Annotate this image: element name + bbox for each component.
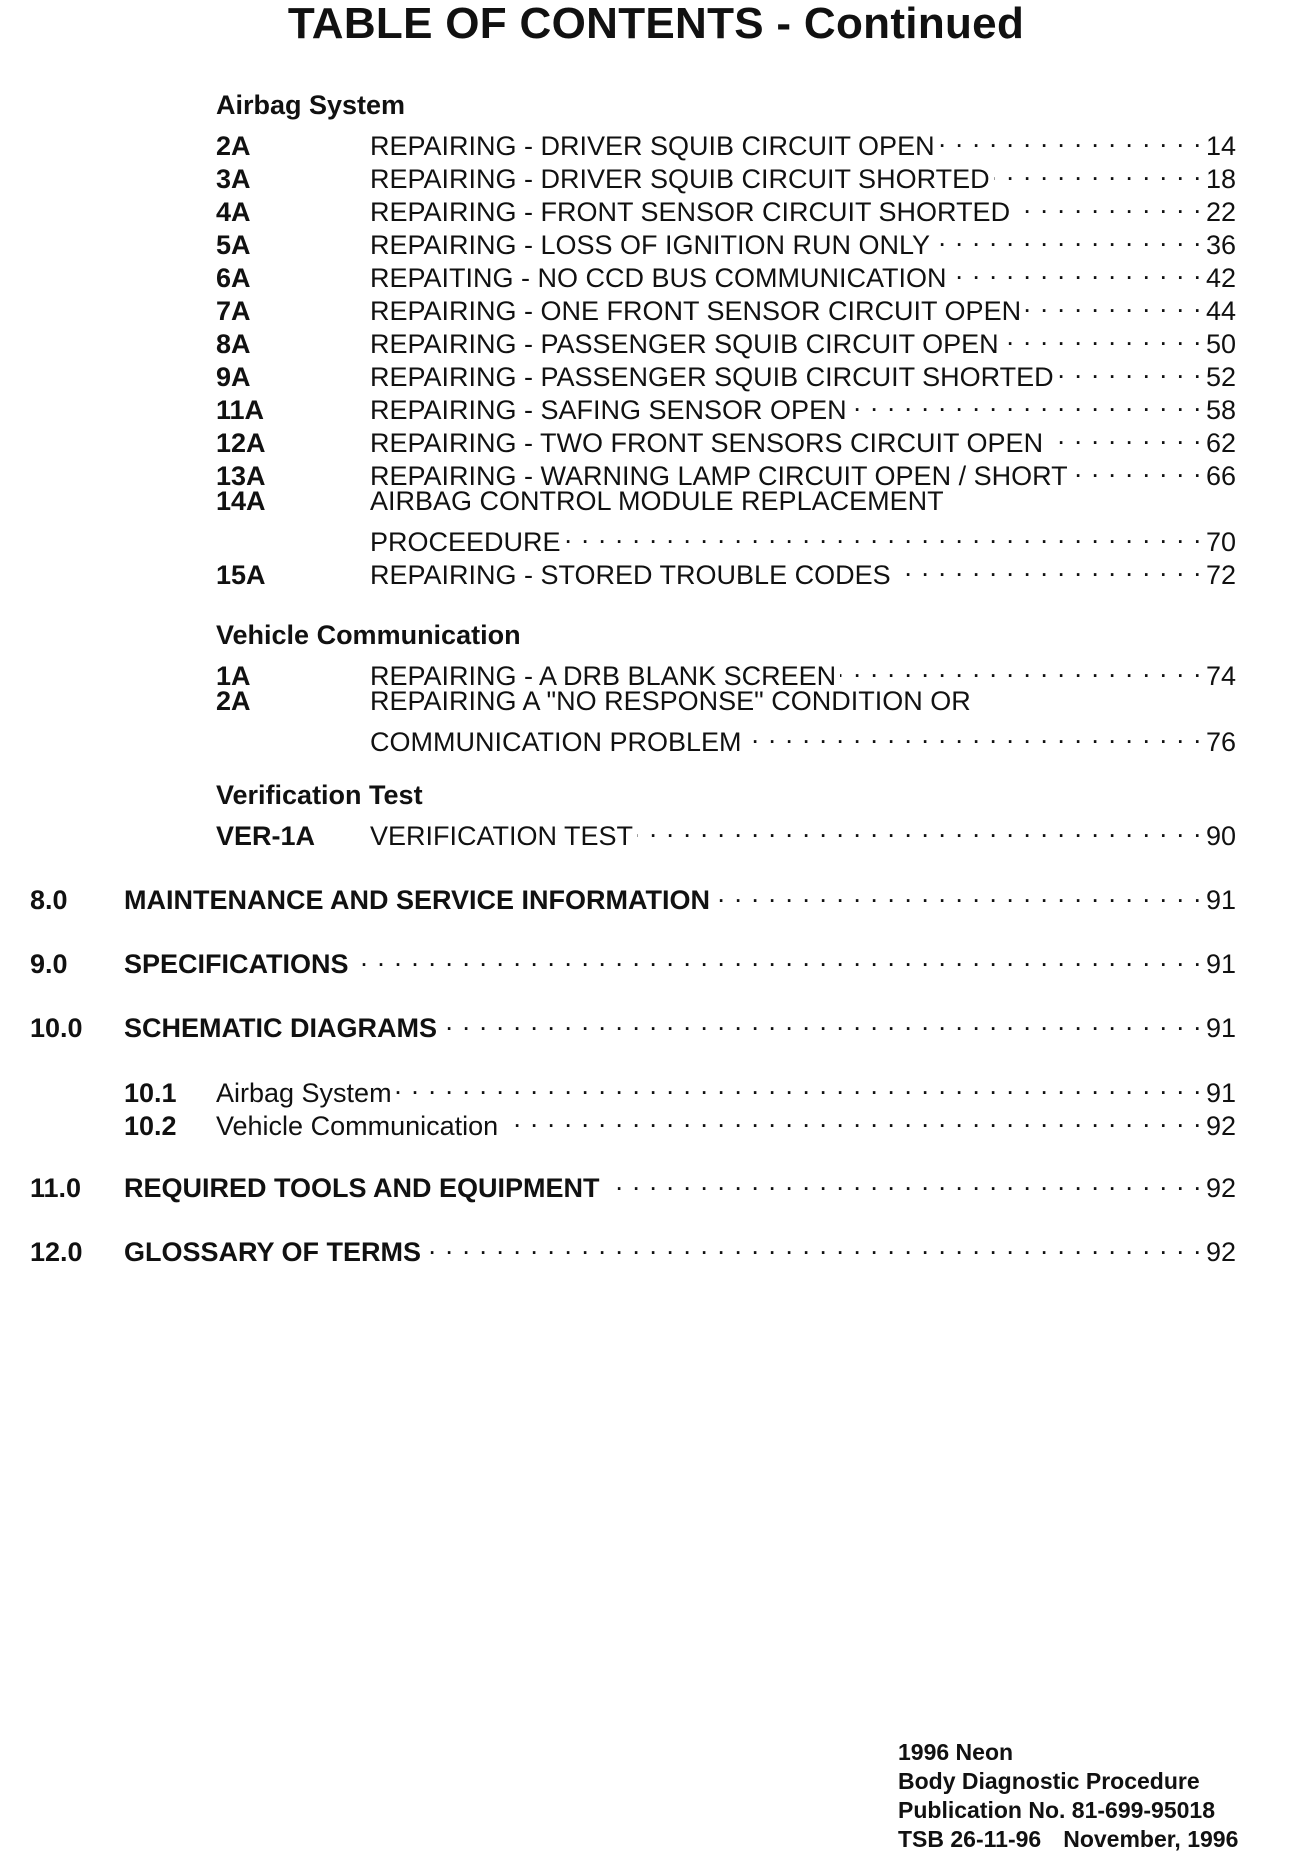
dot-leader [565,518,1202,551]
dot-leader [1058,353,1202,386]
entry-code: 8A [216,329,251,359]
section-number: 12.0 [30,1237,83,1267]
dot-leader [441,1004,1202,1037]
airbag-system-section [216,89,1236,590]
dot-leader [840,652,1202,685]
page-number: 74 [1205,661,1236,691]
entry-title: PROCEEDURE [370,527,561,557]
section-title: GLOSSARY OF TERMS [124,1237,422,1267]
page-number: 70 [1205,527,1236,557]
entry-code: 13A [216,461,266,491]
section-title: SCHEMATIC DIAGRAMS [124,1013,437,1043]
entry-title: REPAIRING - DRIVER SQUIB CIRCUIT SHORTED [370,164,990,194]
entry-title: REPAIRING - A DRB BLANK SCREEN [370,661,837,691]
entry-code: 5A [216,230,251,260]
entry-title: REPAIRING - PASSENGER SQUIB CIRCUIT SHORTED [370,362,1054,392]
page-title: TABLE OF CONTENTS - Continued [287,0,1025,48]
subsection-title: Airbag System [216,1078,392,1108]
toc-entry[interactable] [216,551,1236,590]
page-number: 42 [1205,263,1236,293]
dot-leader [502,1102,1202,1135]
toc-subsection[interactable] [124,1102,1236,1141]
entry-title: VERIFICATION TEST [370,821,634,851]
footer-model: 1996 Neon [898,1739,1014,1765]
entry-title: REPAIRING - TWO FRONT SENSORS CIRCUIT OPEN [370,428,1044,458]
entry-title: REPAIRING - LOSS OF IGNITION RUN ONLY [370,230,931,260]
entry-code: 3A [216,164,251,194]
entry-code: 15A [216,560,266,590]
entry-title: REPAIRING - STORED TROUBLE CODES [370,560,891,590]
page-number: 92 [1205,1111,1236,1141]
entry-title: COMMUNICATION PROBLEM [370,727,742,757]
footer-tsb-line [898,1825,1238,1854]
page-number: 90 [1205,821,1236,851]
dot-leader [994,155,1202,188]
toc-section[interactable] [30,1164,1236,1203]
page-number: 36 [1205,230,1236,260]
entry-title: REPAIRING - ONE FRONT SENSOR CIRCUIT OPEN [370,296,1022,326]
entry-code: 7A [216,296,251,326]
section-number: 10.0 [30,1013,83,1043]
page-number: 58 [1205,395,1236,425]
entry-title: REPAIRING - FRONT SENSOR CIRCUIT SHORTED [370,197,1011,227]
entry-code: 14A [216,486,266,516]
entry-title: REPAIRING - SAFING SENSOR OPEN [370,395,847,425]
page-number: 62 [1205,428,1236,458]
entry-title: REPAIRING - WARNING LAMP CIRCUIT OPEN / SHORT [370,461,1068,491]
vehicle-communication-section [216,619,1236,757]
subsection-title: Vehicle Communication [216,1111,499,1141]
subsection-heading: Verification Test [216,780,423,810]
page-number: 44 [1205,296,1236,326]
toc-entry[interactable] [216,652,1236,691]
dot-leader [1014,188,1202,221]
page-number: 18 [1205,164,1236,194]
dot-leader [934,221,1202,254]
entry-code: 9A [216,362,251,392]
toc-entry[interactable] [216,685,1236,718]
dot-leader [746,718,1202,751]
dot-leader [1003,320,1202,353]
dot-leader [939,122,1202,155]
entry-title: AIRBAG CONTROL MODULE REPLACEMENT [370,486,944,516]
toc-entry-continuation[interactable] [216,518,1236,557]
section-number: 11.0 [30,1173,82,1203]
subsection-heading: Vehicle Communication [216,620,521,650]
footer-procedure: Body Diagnostic Procedure [898,1768,1200,1794]
dot-leader [1025,287,1202,320]
entry-title: REPAIRING - DRIVER SQUIB CIRCUIT OPEN [370,131,935,161]
toc-entry[interactable] [216,812,1236,851]
page-number: 92 [1205,1237,1236,1267]
entry-title: REPAITING - NO CCD BUS COMMUNICATION [370,263,947,293]
entry-code: 2A [216,686,251,716]
toc-section[interactable] [30,940,1236,979]
dot-leader [714,876,1202,909]
toc-entry[interactable] [216,485,1236,518]
toc-section[interactable] [30,876,1236,915]
toc-section[interactable] [30,1004,1236,1043]
entry-code: 12A [216,428,266,458]
page-number: 91 [1205,885,1236,915]
footer-date: November, 1996 [1063,1826,1239,1852]
page-number: 76 [1205,727,1236,757]
publication-footer [898,1738,1238,1854]
page-number: 22 [1205,197,1236,227]
page-number: 66 [1205,461,1236,491]
section-title: SPECIFICATIONS [124,949,349,979]
entry-code: 11A [216,395,265,425]
footer-publication: Publication No. 81-699-95018 [898,1797,1216,1823]
entry-code: 4A [216,197,251,227]
dot-leader [1072,452,1202,485]
verification-test-section [216,779,1236,851]
entry-code: 2A [216,131,251,161]
subsection-number: 10.2 [124,1111,177,1141]
dot-leader [425,1228,1202,1261]
section-number: 8.0 [30,885,68,915]
toc-entry-continuation[interactable] [216,718,1236,757]
dot-leader [353,940,1202,973]
page-number: 91 [1205,1078,1236,1108]
page-number: 14 [1205,131,1236,161]
dot-leader [396,1069,1202,1102]
dot-leader [637,812,1202,845]
dot-leader [1047,419,1202,452]
section-number: 9.0 [30,949,68,979]
page-number: 91 [1205,1013,1236,1043]
subsection-number: 10.1 [124,1078,177,1108]
toc-subsection[interactable] [124,1069,1236,1108]
dot-leader [895,551,1202,584]
entry-code: 6A [216,263,251,293]
page-number: 92 [1205,1173,1236,1203]
section-title: REQUIRED TOOLS AND EQUIPMENT [124,1173,600,1203]
page-number: 52 [1205,362,1236,392]
footer-tsb: TSB 26-11-96 [898,1826,1042,1852]
subsection-heading: Airbag System [216,90,406,120]
entry-title: REPAIRING - PASSENGER SQUIB CIRCUIT OPEN [370,329,999,359]
page-number: 50 [1205,329,1236,359]
entry-title: REPAIRING A "NO RESPONSE" CONDITION OR [370,686,971,716]
section-title: MAINTENANCE AND SERVICE INFORMATION [124,885,711,915]
page-number: 91 [1205,949,1236,979]
dot-leader [604,1164,1202,1197]
page-number: 72 [1205,560,1236,590]
dot-leader [851,386,1202,419]
entry-code: 1A [216,661,251,691]
toc-section[interactable] [30,1228,1236,1267]
dot-leader [951,254,1202,287]
toc-entry[interactable] [216,122,1236,161]
entry-code: VER-1A [216,821,316,851]
